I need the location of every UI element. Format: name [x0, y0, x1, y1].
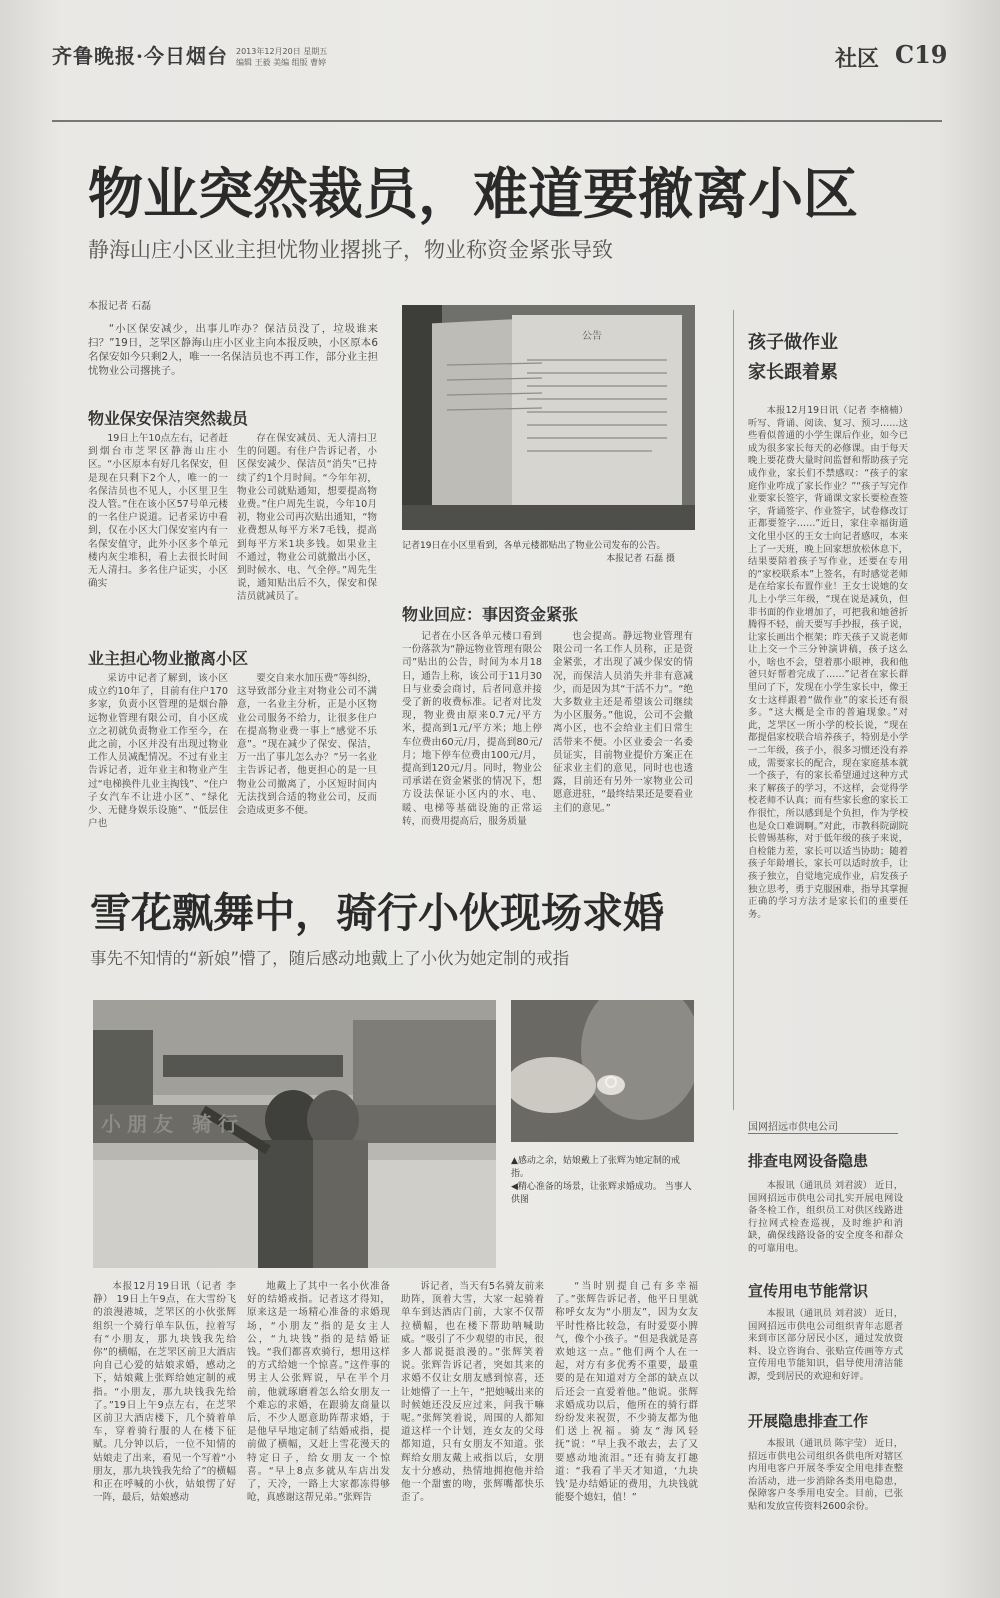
section3-col2-text: 也会提高。静远物业管理有限公司一名工作人员称，正是资金紧张，才出现了减少保安的情况，而保洁人员消失并非有意减少，而是因为其“干活不力”。“绝大多数业主还是希望该公司继续为小区服务。”他说，公司不会撤离小区，也不会给业主们日常生活带来不便。小区业委会一名委员证实，目前物业提价方案正在征求业主们的意见，同时也也透露，目前还有另外一家物业公司愿意进驻，“最终结果还是要看业主们的意见。” — [553, 631, 693, 814]
article1-lead — [88, 322, 378, 378]
ring-caption: ▲感动之余，姑娘戴上了张辉为她定制的戒指。 — [511, 1156, 680, 1179]
issue-date: 2013年12月20日 星期五 — [236, 47, 328, 56]
section-label: 社区 — [835, 47, 880, 72]
article2-col2 — [247, 1280, 390, 1570]
page-number: C19 — [895, 40, 948, 69]
article2-col4 — [555, 1280, 698, 1570]
article2-col1 — [93, 1280, 236, 1570]
section2-col2 — [237, 672, 377, 850]
section1-col2-text: 存在保安减员、无人清扫卫生的问题。有住户告诉记者，小区保安减少、保洁员“消失”已持续了约1个月时间。“今年年初，物业公司就贴通知，想要提高物业费。”住户周先生说，今年10月初，物业公司再次贴出通知，“物业费想从每平方米7毛钱，提高到每平方米1块多钱。如果业主不通过，物业公司就撤出小区，到时候水、电、气全停。”周先生说，通知贴出后不久，保安和保洁员就减员了。 — [237, 433, 377, 603]
paper-name: 齐鲁晚报·今日烟台 — [52, 44, 228, 68]
section2-title: 业主担心物业撤离小区 — [88, 649, 249, 668]
section1-col2 — [237, 432, 377, 628]
sidebar1-body — [748, 405, 908, 1105]
sidebar2-item2-text: 本报讯（通讯员 刘君波） 近日，国网招远市供电公司组织青年志愿者来到市区部分居民小区，通过发放资料、设立咨询台、张贴宣传画等方式宣传用电节能知识，倡导使用清洁能源，受到居民的欢迎和好评。 — [748, 1308, 903, 1382]
notice-photo-credit: 本报记者 石磊 摄 — [606, 554, 675, 564]
sidebar2-item1-body — [748, 1180, 903, 1272]
section1-col1-text: 19日上午10点左右，记者赶到烟台市芝罘区静海山庄小区。“小区原本有好几名保安，但是现在只剩下2个人，唯一的一名保洁员也不见人，小区里卫生没人管。”住在该小区57号单元楼的一名住户说道。记者采访中看到，仅在小区大门保安室内有一名保安值守，此外小区多个单元楼内灰尘堆积，看上去很长时间无人清扫。多名住户证实，小区确实 — [88, 433, 228, 590]
sidebar2-item1-title: 排查电网设备隐患 — [748, 1152, 869, 1170]
article2-col3-text: 诉记者，当天有5名骑友前来助阵，顶着大雪，大家一起骑着单车到达酒店门前，大家不仅帮拉横幅，也在楼下帮助呐喊助威。“吸引了不少观望的市民，很多人都说挺浪漫的。”张辉笑着说。张辉告诉记者，突如其来的求婚不仅让女朋友感到惊喜，还让她懵了一上午，“把她喊出来的时候她还没反应过来，问我干嘛呢。”张辉笑着说，周围的人都知道这样一个计划，连女友的父母都知道，只有女朋友不知道。张辉给女朋友戴上戒指以后，女朋友十分感动，热情地拥抱他并给他一个甜蜜的吻，张辉嘴都快乐歪了。 — [401, 1281, 544, 1504]
sidebar1-title-line2: 家长跟着累 — [748, 362, 838, 383]
banner-text: 小朋友 骑行 — [101, 1112, 244, 1136]
article1-headline: 物业突然裁员，难道要撤离小区 — [88, 162, 859, 226]
section2-col2-text: 要交自来水加压费”等纠纷，这导致部分业主对物业公司不满意，一名业主分析，正是小区物业公司服务不给力，让很多住户在提高物业费一事上“感觉不乐意”。“现在减少了保安、保洁，万一出了事儿怎么办？”另一名业主告诉记者，他更担心的是一旦物业公司撤离了，小区短时间内无法找到合适的物业公司，反而会造成更多不便。 — [237, 673, 377, 817]
notice-caption-text: 记者19日在小区里看到，各单元楼都贴出了物业公司发布的公告。 — [402, 541, 666, 551]
sidebar2-item3-body — [748, 1438, 903, 1566]
article2-col3 — [401, 1280, 544, 1570]
lead-paragraph: “小区保安减少，出事儿咋办？保洁员没了，垃圾谁来扫？”19日，芝罘区静海山庄小区业主向本报反映，小区原本6名保安如今只剩2人，唯一一名保洁员也不再工作，部分业主担忧物业公司撂挑子。 — [88, 323, 378, 377]
sidebar2-item3-text: 本报讯（通讯员 陈宇莹） 近日，招远市供电公司组织各供电所对辖区内用电客户开展冬季安全用电排查整治活动，进一步消除各类用电隐患，保障客户冬季用电安全。目前，已张贴和发放宣传资料2600余份。 — [748, 1438, 903, 1512]
sidebar2-item2-title: 宣传用电节能常识 — [748, 1282, 869, 1300]
ring-photo-drawing — [511, 1000, 694, 1142]
article2-subhead: 事先不知情的“新娘”懵了，随后感动地戴上了小伙为她定制的戒指 — [90, 949, 570, 968]
sidebar2-item1-text: 本报讯（通讯员 刘君波） 近日，国网招远市供电公司扎实开展电网设备冬检工作，组织员工对供区线路进行拉网式检查巡视，及时维护和消缺，确保线路设备的安全度冬和群众的可靠用电。 — [748, 1180, 903, 1254]
article2-col1-text: 本报12月19日讯（记者 李静） 19日上午9点，在大雪纷飞的浪漫港城，芝罘区的小伙张辉组织一个骑行单车队伍，拉着写有“小朋友，那九块钱我先给你”的横幅，在芝罘区前卫大酒店向自己心爱的姑娘求婚，感动之下，姑娘戴上张辉给她定制的戒指。“小朋友，那九块钱我先给了。”19日上午9点左右，在芝罘区前卫大酒店楼下，几个骑着单车，穿着骑行服的人在楼下征赋。几分钟以后，一位不知情的姑娘走了出来，看见一个写着“小朋友，那九块钱我先给了”的横幅和正在呼喊的小伙，姑娘愣了好一阵，最后，姑娘感动 — [93, 1281, 236, 1504]
sidebar2-item3-title: 开展隐患排查工作 — [748, 1412, 869, 1430]
sidebar1-title — [748, 328, 838, 388]
proposal-photo — [93, 1000, 496, 1268]
section3-col2 — [553, 630, 693, 850]
section3-title: 物业回应：事因资金紧张 — [402, 605, 579, 624]
article2-col2-text: 地戴上了其中一名小伙准备好的结婚戒指。记者这才得知，原来这是一场精心准备的求婚现场，“小朋友”指的是女主人公，“九块钱”指的是结婚证钱。“我们都喜欢骑行，想用这样的方式给她一个惊喜。”这件事的男主人公张辉说，早在半个月前，他就琢磨着怎么给女朋友一个难忘的求婚，在跟骑友商量以后，不少人愿意助阵帮求婚，于是他早早地定制了结婚戒指，提前做了横幅，又赶上雪花漫天的特定日子，给女朋友一个惊喜。“早上8点多就从车店出发了，天冷，一路上大家都冻得够呛，真感谢这帮兄弟。”张辉告 — [247, 1281, 390, 1504]
header-rule — [52, 120, 942, 122]
sidebar2-item2-body — [748, 1308, 903, 1398]
notice-photo-caption — [402, 540, 695, 566]
ring-photo-captions — [511, 1155, 696, 1207]
proposal-caption: ◀精心准备的场景，让张辉求婚成功。 当事人供图 — [511, 1182, 692, 1205]
notice-title: 公告 — [582, 331, 602, 342]
article1-subhead: 静海山庄小区业主担忧物业撂挑子，物业称资金紧张导致 — [88, 238, 613, 262]
issue-meta — [236, 46, 376, 68]
section3-col1-text: 记者在小区各单元楼口看到一份落款为“静远物业管理有限公司”贴出的公告，时间为本月18日，通告上称，该公司于11月30日与业委会商讨，后者同意并接受了新的收费标准。记者对比发现，物业费由原来0.7元/平方米，提高到1元/平方米；地上停车位费由60元/月，提高到80元/月；地下停车位费由100元/月，提高到120元/月。同时，物业公司承诺在资金紧张的情况下，想方设法保证小区内的水、电、暖、电梯等基础设施的正常运转，而费用提高后，服务质量 — [402, 631, 542, 827]
article1-byline: 本报记者 石磊 — [88, 301, 152, 312]
section2-col1 — [88, 672, 228, 850]
article2-headline: 雪花飘舞中，骑行小伙现场求婚 — [90, 889, 664, 937]
section3-col1 — [402, 630, 542, 850]
sidebar1-title-line1: 孩子做作业 — [748, 332, 838, 353]
sidebar2-tag: 国网招远市供电公司 — [748, 1118, 898, 1134]
notice-photo — [402, 305, 695, 530]
issue-editors: 编辑 王毅 美编 组版 曹婷 — [236, 58, 327, 67]
article2-col4-text: “当时别提自己有多幸福了。”张辉告诉记者，他平日里就称呼女友为“小朋友”，因为女友平时性格比较急，有时爱耍小脾气，像个小孩子。“但是我就是喜欢她这一点。”他们两个人在一起，对方有多优秀不重要，最重要的是在知道对方全部的缺点以后还会一直爱着他。”他说。张辉求婚成功以后，他所在的骑行群纷纷发来祝贺，不少骑友都为他们送上祝福。骑友“海风轻抚”说：“早上我不敢去，去了又要感动地流泪。”还有骑友打趣道：“我看了半天才知道，‘九块钱’是办结婚证的费用，九块钱就能娶个媳妇，值！” — [555, 1281, 698, 1504]
notice-photo-drawing — [402, 305, 695, 530]
section2-col1-text: 采访中记者了解到，该小区成立约10年了，目前有住户170多家，负责小区管理的是烟台静远物业管理有限公司，自小区成立之初就负责物业工作至今，在此之前，小区并没有出现过物业工作人员减配情况。不过有业主告诉记者，近年业主和物业产生过“电梯换件儿业主掏钱”、“住户子女汽车不让进小区”、“绿化少、无健身娱乐设施”、“低层住户也 — [88, 673, 228, 830]
sidebar-divider — [733, 310, 734, 1110]
sidebar1-body-text: 本报12月19日讯（记者 李楠楠） 听写、背诵、阅读、复习、预习……这些看似普通的小学生课后作业，如今已成为很多家长每天的必修课。由于每天晚上要花费大量时间监督和帮助孩子完成作业，家长们不禁感叹：“孩子的家庭作业咋成了家长作业？”“孩子写完作业要家长签字，背诵课文家长要检查签字，背诵签字、作业签字，试卷修改订正都要签字……”近日，家住幸福街道文化里小区的王女士向记者感叹，本来上了一天班，晚上回家想放松休息下，结果要陪着孩子写作业，还要在专用的“家校联系本”上签名，有时感觉老师是在给家长布置作业！王女士说她的女儿上小学三年级，“现在说是减负，但非书面的作业增加了，可把我和她爸折腾得不轻，前天要写手抄报，孩子说，让家长画出个框架；昨天孩子又说老师让上交一个三分钟演讲稿，孩子这么小，啥也不会，望着那小眼神，我和他爸只好帮着完成了……”记者在家长群里问了下，发现在小学生家长中，像王女士这样跟着“做作业”的家长还有很多。“这大概是全市的普遍现象。”对此，芝罘区一所小学的校长说，“现在都提倡家校联合培养孩子，特别是小学一二年级，孩子小，很多习惯还没有养成，需要家长的配合，现在家庭基本就一个孩子，有的家长希望通过这种方式来了解孩子的学习，不这样，会觉得学校老师不认真；而有些家长愈的家长工作很忙，所以感到是个负担，作为学校也是众口难调啊。”对此，市教科院副院长曾锡基称，对于低年级的孩子来说，自检能力差，家长可以适当协助；随着孩子年龄增长，家长可以适时放手，让孩子独立，自觉地完成作业，启发孩子独立思考，勇于克服困难，指导其掌握正确的学习方法才是家长们的重要任务。 — [748, 405, 908, 920]
ring-photo — [511, 1000, 694, 1142]
section1-title: 物业保安保洁突然裁员 — [88, 409, 249, 428]
section1-col1 — [88, 432, 228, 628]
